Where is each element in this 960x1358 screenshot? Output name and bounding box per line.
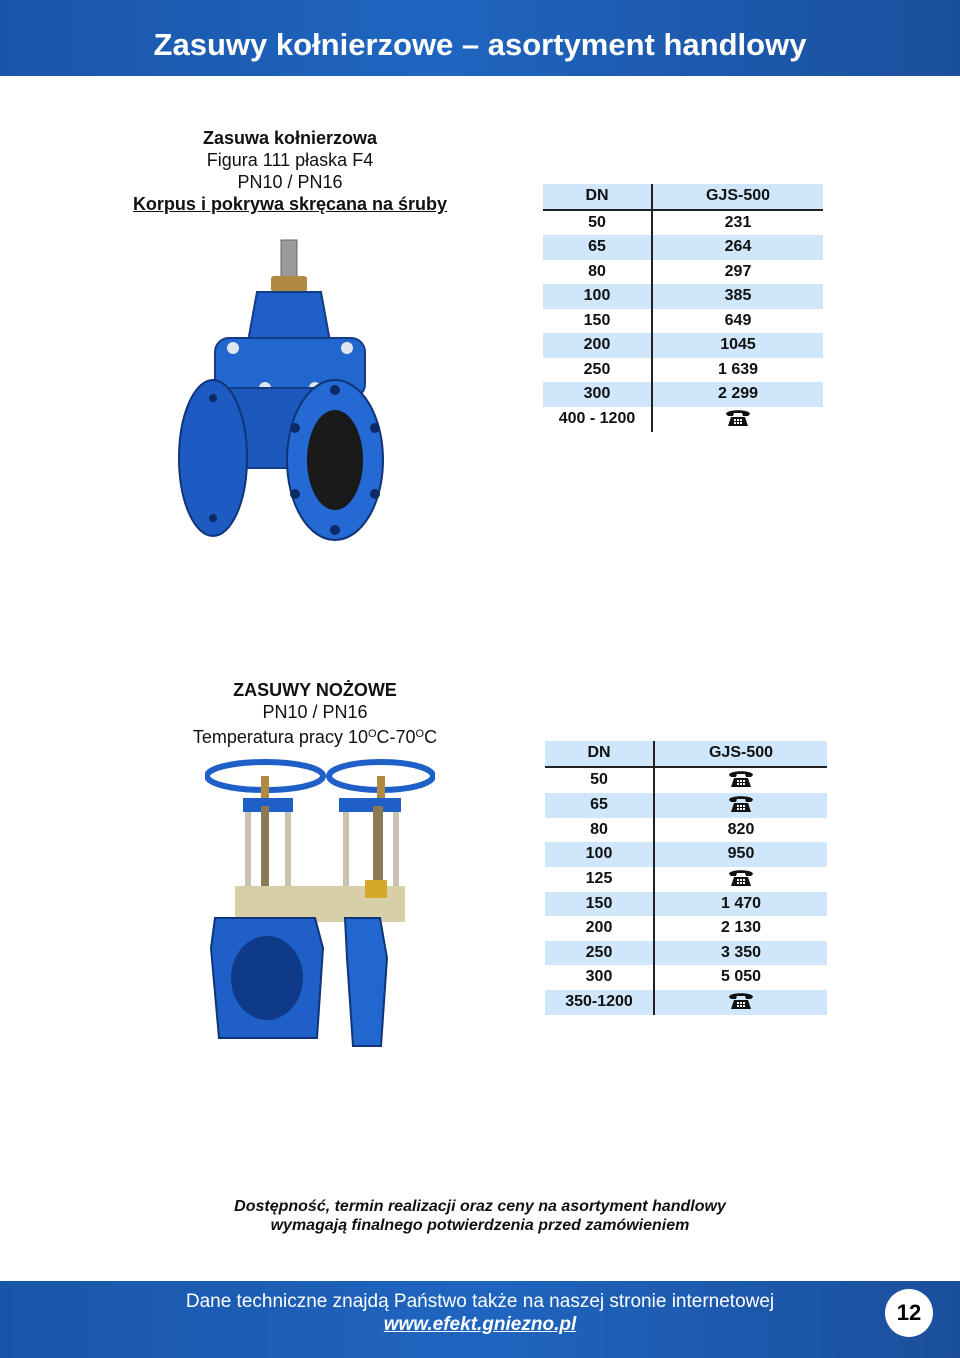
table-row — [543, 210, 823, 236]
cell-dn: 100 — [543, 284, 652, 309]
cell-price: 231 — [724, 213, 752, 231]
table-row — [545, 767, 827, 793]
cell-price — [652, 407, 823, 432]
phone-icon — [727, 867, 755, 892]
cell-price — [654, 990, 827, 1015]
phone-icon — [727, 793, 755, 818]
table-row — [545, 965, 827, 990]
cell-price: 820 — [727, 820, 755, 838]
knife-valve-pressure: PN10 / PN16 — [262, 702, 368, 722]
cell-dn: 50 — [543, 210, 652, 236]
gate-valve-figure: Figura 111 płaska F4 — [206, 150, 374, 170]
table-row — [543, 235, 823, 260]
table-row — [545, 867, 827, 892]
gate-valve-title-block — [100, 127, 480, 215]
gate-valve-construction: Korpus i pokrywa skręcana na śruby — [132, 194, 448, 214]
cell-dn: 350-1200 — [545, 990, 654, 1015]
cell-price: 1045 — [652, 333, 823, 358]
cell-dn: 400 - 1200 — [543, 407, 652, 432]
cell-dn: 80 — [545, 818, 654, 843]
table-row — [545, 941, 827, 966]
cell-dn: 250 — [545, 941, 654, 966]
table-row — [545, 916, 827, 941]
cell-price: 649 — [724, 311, 752, 329]
header-dn: DN — [545, 741, 654, 767]
cell-dn: 125 — [545, 867, 654, 892]
table-row — [545, 818, 827, 843]
table-row — [545, 990, 827, 1015]
table-row — [543, 382, 823, 407]
cell-dn: 100 — [545, 842, 654, 867]
cell-price — [654, 793, 827, 818]
cell-dn: 300 — [543, 382, 652, 407]
cell-price: 264 — [652, 235, 823, 260]
table-row — [543, 309, 823, 334]
gate-valve-title: Zasuwa kołnierzowa — [202, 128, 378, 148]
cell-dn: 300 — [545, 965, 654, 990]
table-row — [543, 284, 823, 309]
header-dn: DN — [543, 184, 652, 210]
phone-icon — [727, 768, 755, 793]
cell-price — [654, 767, 827, 793]
page-number: 12 — [885, 1289, 933, 1337]
cell-dn: 200 — [543, 333, 652, 358]
availability-note-line2: wymagają finalnego potwierdzenia przed zamówieniem — [270, 1217, 690, 1234]
cell-price: 2 299 — [652, 382, 823, 407]
knife-valve-price-table — [545, 741, 827, 1015]
cell-price: 2 130 — [720, 919, 762, 937]
cell-dn: 80 — [543, 260, 652, 285]
cell-price: 1 470 — [654, 892, 827, 917]
cell-price: 297 — [724, 262, 752, 280]
cell-dn: 150 — [543, 309, 652, 334]
page-title: Zasuwy kołnierzowe – asortyment handlowy — [153, 27, 807, 62]
cell-price: 385 — [652, 284, 823, 309]
page-header — [0, 0, 960, 76]
cell-dn: 250 — [543, 358, 652, 383]
knife-valve-title-block — [150, 679, 480, 748]
header-material: GJS-500 — [654, 741, 827, 767]
cell-price: 3 350 — [654, 941, 827, 966]
cell-dn: 50 — [545, 767, 654, 793]
table-header-row — [545, 741, 827, 767]
website-link[interactable]: www.efekt.gniezno.pl — [383, 1314, 577, 1335]
page-footer — [0, 1281, 960, 1358]
knife-valve-temperature: Temperatura pracy $10^OC-70^OC$ — [192, 727, 438, 747]
table-row — [543, 358, 823, 383]
gate-valve-price-table — [543, 184, 823, 432]
table-row — [545, 892, 827, 917]
table-row — [543, 260, 823, 285]
knife-gate-valve-photo — [205, 758, 435, 1050]
cell-price: 950 — [654, 842, 827, 867]
table-row — [543, 407, 823, 432]
gate-valve-pressure: PN10 / PN16 — [237, 172, 343, 192]
table-header-row — [543, 184, 823, 210]
cell-dn: 150 — [545, 892, 654, 917]
table-row — [545, 842, 827, 867]
gate-valve-photo — [175, 238, 385, 543]
cell-dn: 65 — [543, 235, 652, 260]
availability-note-line1: Dostępność, termin realizacji oraz ceny na asortyment handlowy — [234, 1198, 726, 1215]
cell-dn: 200 — [545, 916, 654, 941]
availability-note — [0, 1197, 960, 1235]
cell-price: 1 639 — [717, 360, 759, 378]
knife-valve-title: ZASUWY NOŻOWE — [233, 680, 397, 700]
footer-text: Dane techniczne znajdą Państwo także na naszej stronie internetowej — [185, 1291, 775, 1312]
cell-price — [654, 867, 827, 892]
cell-price: 5 050 — [720, 968, 762, 986]
table-row — [545, 793, 827, 818]
phone-icon — [724, 407, 752, 432]
phone-icon — [727, 990, 755, 1015]
table-row — [543, 333, 823, 358]
cell-dn: 65 — [545, 793, 654, 818]
header-material: GJS-500 — [652, 184, 823, 210]
